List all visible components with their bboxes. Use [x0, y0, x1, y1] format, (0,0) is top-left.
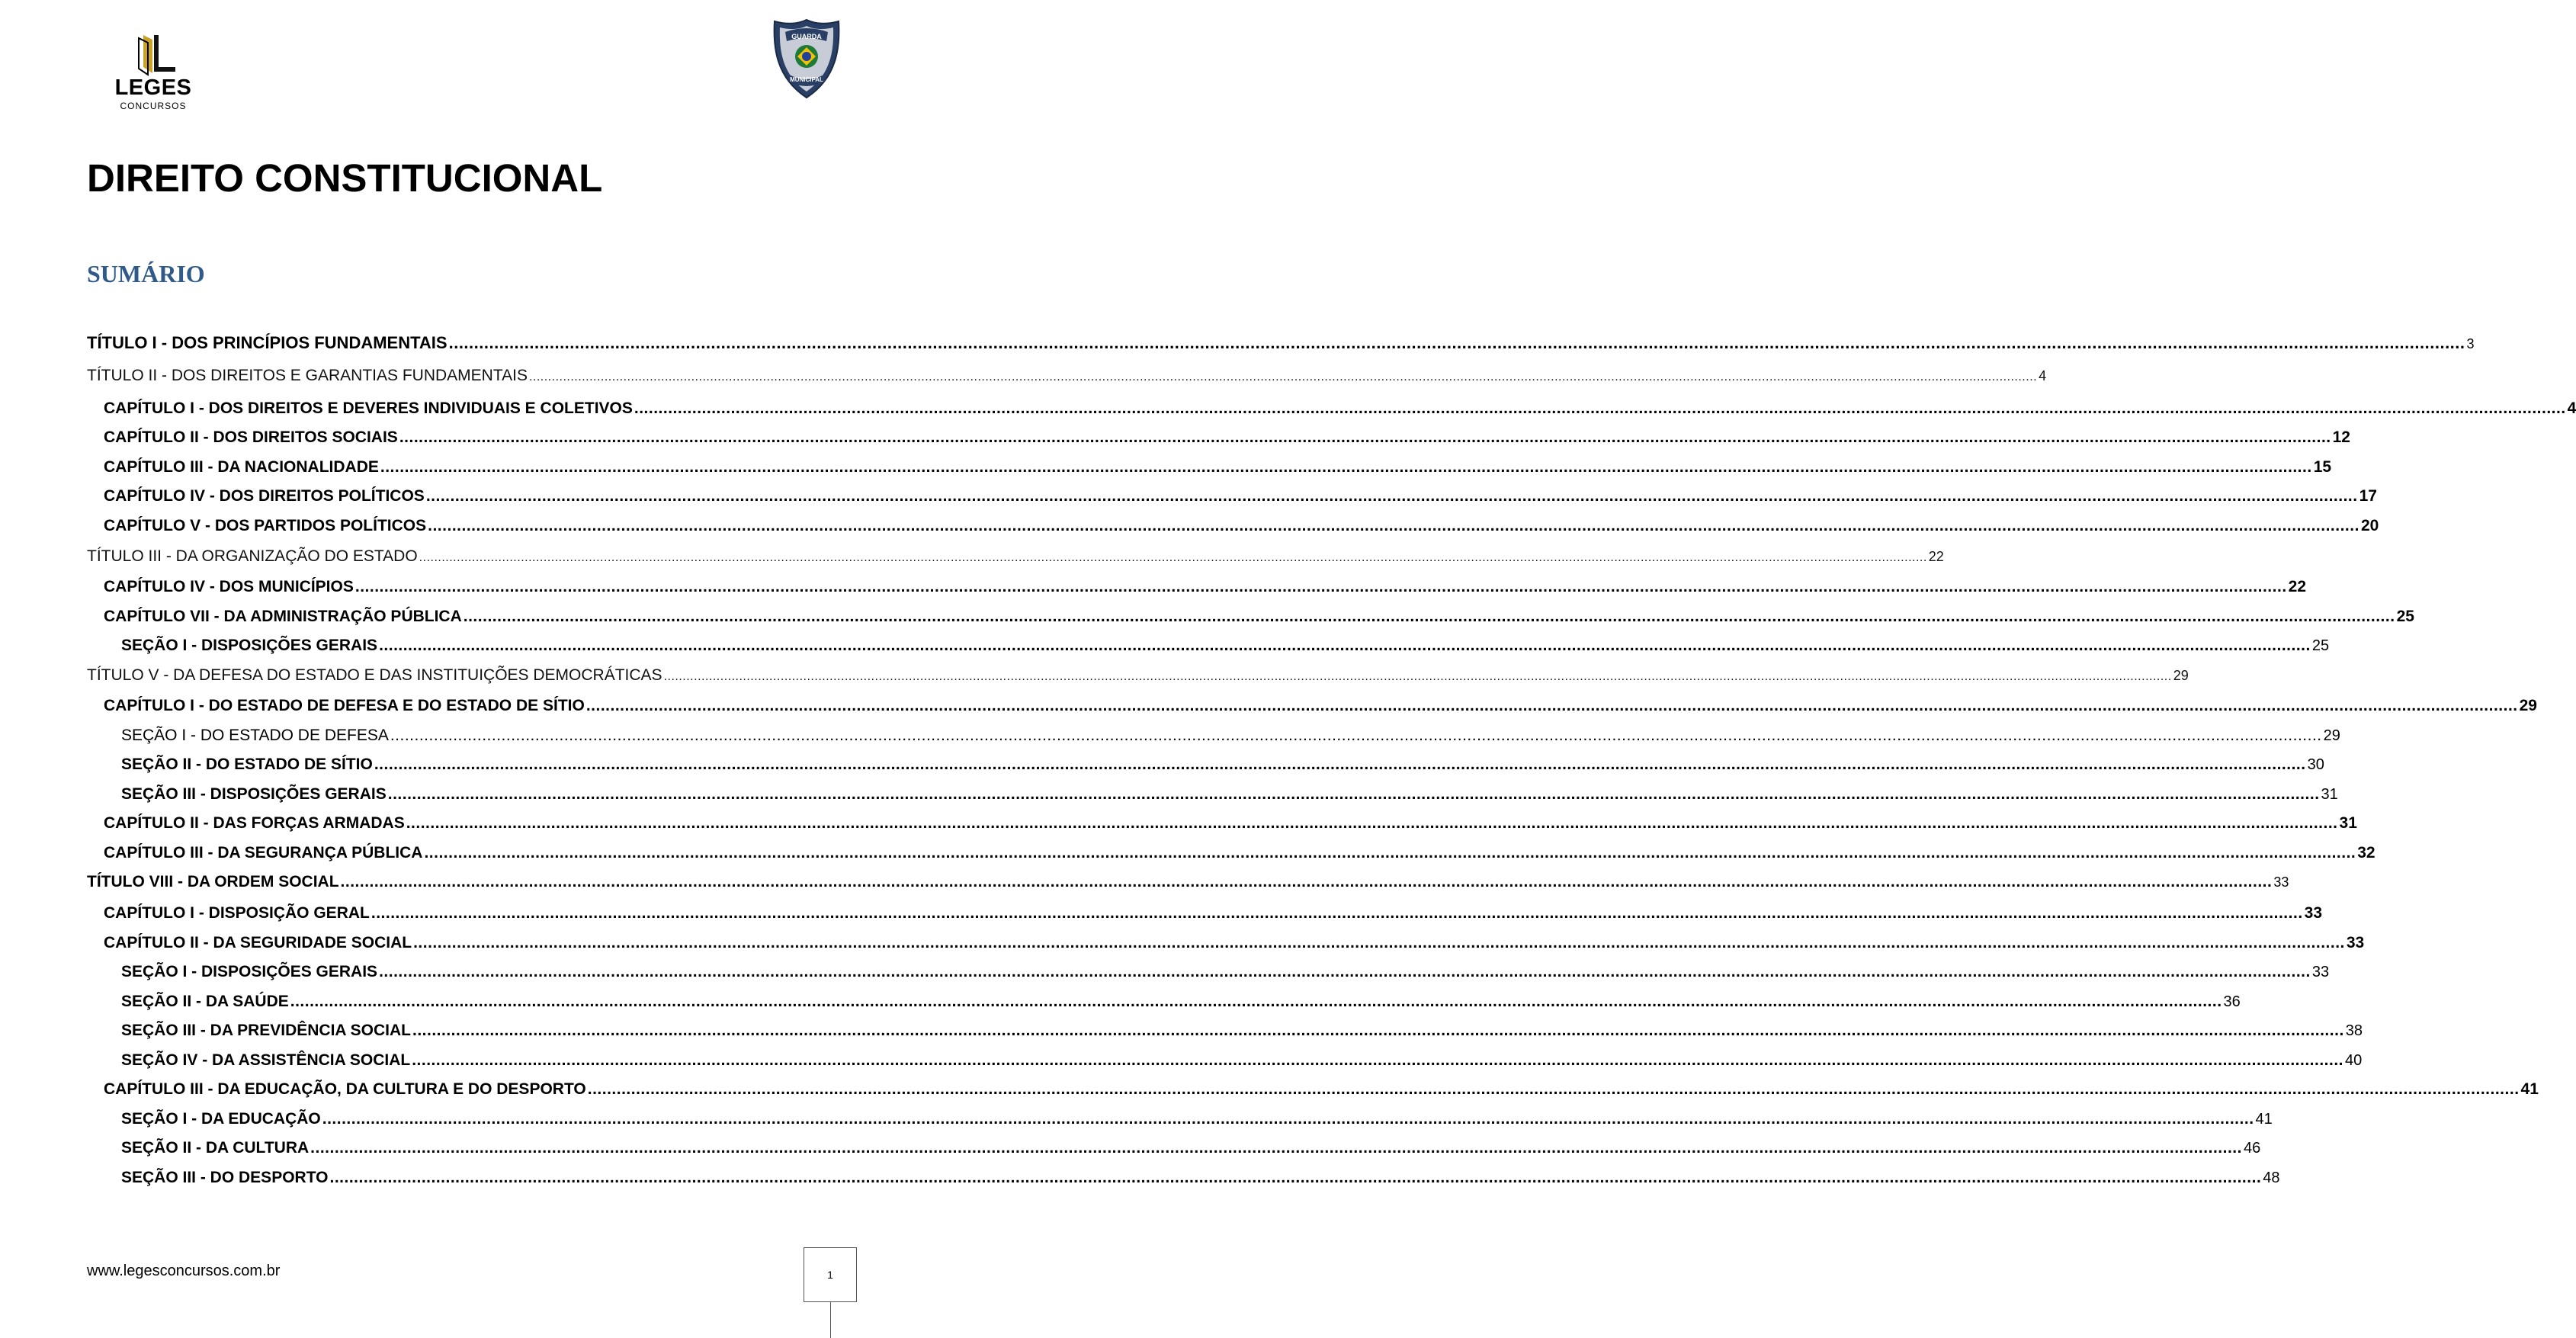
- leges-book-icon: [133, 34, 178, 75]
- toc-leader-dots: ................................................................................................................................................................................................................................................................................................................................................................................................................: [354, 578, 2287, 595]
- toc-leader-dots: ................................................................................................................................................................................................................................................................................................................................................................................................................: [412, 1022, 2344, 1039]
- toc-leader-dots: ................................................................................................................................................................................................................................................................................................................................................................................................................: [413, 934, 2345, 951]
- toc-entry[interactable]: [104, 512, 2379, 540]
- toc-leader-dots: ................................................................................................................................................................................................................................................................................................................................................................................................................: [663, 670, 2172, 683]
- toc-leader-dots: ................................................................................................................................................................................................................................................................................................................................................................................................................: [340, 873, 2273, 890]
- toc-entry-page: 29: [2323, 727, 2340, 744]
- toc-entry-page: 3: [2466, 336, 2475, 351]
- toc-leader-dots: ................................................................................................................................................................................................................................................................................................................................................................................................................: [634, 399, 2566, 417]
- toc-leader-dots: ................................................................................................................................................................................................................................................................................................................................................................................................................: [406, 814, 2338, 832]
- toc-entry-page: 38: [2345, 1022, 2363, 1039]
- toc-entry-label: SEÇÃO III - DA PREVIDÊNCIA SOCIAL: [121, 1022, 411, 1039]
- toc-entry-label: SEÇÃO III - DO DESPORTO: [121, 1169, 329, 1186]
- footer-url: www.legesconcursos.com.br: [87, 1263, 281, 1279]
- toc-entry[interactable]: [87, 868, 2289, 896]
- guarda-municipal-badge: [770, 17, 843, 101]
- toc-entry[interactable]: [104, 839, 2376, 867]
- toc-entry-page: 29: [2173, 668, 2189, 683]
- toc-leader-dots: ................................................................................................................................................................................................................................................................................................................................................................................................................: [585, 697, 2518, 714]
- toc-leader-dots: ................................................................................................................................................................................................................................................................................................................................................................................................................: [380, 458, 2312, 476]
- toc-entry-page: 30: [2307, 756, 2324, 773]
- page-number-box: [804, 1247, 857, 1302]
- toc-entry-label: TÍTULO II - DOS DIREITOS E GARANTIAS FUNDAMENTAIS: [87, 367, 528, 384]
- toc-entry-page: 4: [2567, 399, 2576, 417]
- toc-entry-page: 31: [2339, 814, 2357, 832]
- toc-leader-dots: ................................................................................................................................................................................................................................................................................................................................................................................................................: [310, 1139, 2242, 1157]
- brand-name: LEGES: [114, 75, 192, 100]
- toc-entry-page: 4: [2039, 368, 2047, 383]
- leges-logo: [111, 34, 195, 110]
- toc-leader-dots: ................................................................................................................................................................................................................................................................................................................................................................................................................: [390, 727, 2322, 744]
- toc-entry-label: CAPÍTULO I - DOS DIREITOS E DEVERES INDIVIDUAIS E COLETIVOS: [104, 399, 633, 417]
- toc-entry-page: 33: [2304, 904, 2323, 922]
- toc-leader-dots: ................................................................................................................................................................................................................................................................................................................................................................................................................: [371, 904, 2303, 922]
- toc-entry-label: SEÇÃO I - DISPOSIÇÕES GERAIS: [121, 637, 378, 654]
- toc-entry[interactable]: [121, 1164, 2280, 1192]
- toc-leader-dots: ................................................................................................................................................................................................................................................................................................................................................................................................................: [425, 487, 2358, 505]
- toc-entry-page: 36: [2223, 993, 2241, 1010]
- page-number: 1: [827, 1269, 833, 1281]
- toc-entry-label: SEÇÃO IV - DA ASSISTÊNCIA SOCIAL: [121, 1051, 411, 1069]
- toc-leader-dots: ................................................................................................................................................................................................................................................................................................................................................................................................................: [424, 844, 2356, 862]
- toc-entry-page: 33: [2273, 874, 2289, 890]
- toc-entry-label: CAPÍTULO II - DAS FORÇAS ARMADAS: [104, 814, 405, 832]
- document-title: DIREITO CONSTITUCIONAL: [87, 156, 603, 200]
- toc-leader-dots: ................................................................................................................................................................................................................................................................................................................................................................................................................: [329, 1169, 2262, 1186]
- toc-entry[interactable]: [104, 424, 2350, 451]
- toc-entry-label: SEÇÃO II - DA SAÚDE: [121, 993, 289, 1010]
- toc-leader-dots: ................................................................................................................................................................................................................................................................................................................................................................................................................: [374, 756, 2306, 773]
- toc-leader-dots: ................................................................................................................................................................................................................................................................................................................................................................................................................: [428, 517, 2359, 534]
- toc-entry-label: SEÇÃO I - DA EDUCAÇÃO: [121, 1110, 321, 1128]
- toc-entry[interactable]: [104, 1076, 2539, 1103]
- toc-leader-dots: ................................................................................................................................................................................................................................................................................................................................................................................................................: [399, 428, 2331, 446]
- toc-entry-label: SEÇÃO II - DA CULTURA: [121, 1139, 310, 1157]
- toc-entry[interactable]: [121, 781, 2338, 808]
- toc-entry-page: 29: [2519, 697, 2537, 714]
- toc-entry-page: 20: [2360, 517, 2379, 534]
- toc-entry-label: CAPÍTULO II - DOS DIREITOS SOCIAIS: [104, 428, 398, 446]
- toc-leader-dots: ................................................................................................................................................................................................................................................................................................................................................................................................................: [448, 333, 2465, 352]
- toc-entry[interactable]: [121, 1134, 2261, 1162]
- toc-entry[interactable]: [87, 329, 2475, 357]
- toc-entry-label: CAPÍTULO VII - DA ADMINISTRAÇÃO PÚBLICA: [104, 608, 462, 625]
- toc-entry[interactable]: [121, 1105, 2273, 1133]
- toc-entry[interactable]: [121, 751, 2324, 778]
- toc-entry[interactable]: [121, 722, 2340, 749]
- toc-entry[interactable]: [104, 573, 2307, 601]
- toc-entry-label: TÍTULO III - DA ORGANIZAÇÃO DO ESTADO: [87, 547, 418, 565]
- toc-entry-page: 12: [2332, 428, 2350, 446]
- toc-leader-dots: ................................................................................................................................................................................................................................................................................................................................................................................................................: [290, 993, 2222, 1010]
- toc-entry-page: 46: [2243, 1140, 2261, 1157]
- toc-entry-page: 31: [2321, 786, 2338, 803]
- toc-entry-page: 48: [2263, 1170, 2280, 1186]
- badge-bottom-text: MUNICIPAL: [790, 76, 823, 83]
- toc-entry[interactable]: [121, 1017, 2363, 1044]
- shield-icon: [770, 17, 843, 101]
- toc-entry-label: TÍTULO I - DOS PRINCÍPIOS FUNDAMENTAIS: [87, 333, 448, 352]
- toc-entry-page: 22: [2288, 578, 2307, 595]
- toc-entry-label: CAPÍTULO II - DA SEGURIDADE SOCIAL: [104, 934, 412, 951]
- toc-entry[interactable]: [104, 483, 2377, 510]
- toc-entry-label: CAPÍTULO IV - DOS MUNICÍPIOS: [104, 578, 354, 595]
- toc-leader-dots: ................................................................................................................................................................................................................................................................................................................................................................................................................: [379, 637, 2311, 654]
- toc-entry[interactable]: [104, 395, 2576, 422]
- toc-entry-label: CAPÍTULO III - DA EDUCAÇÃO, DA CULTURA E DO DESPORTO: [104, 1080, 586, 1098]
- toc-entry-page: 25: [2311, 637, 2330, 654]
- toc-entry[interactable]: [87, 362, 2047, 390]
- toc-entry[interactable]: [104, 810, 2357, 837]
- toc-entry-page: 22: [1928, 549, 1944, 564]
- summary-heading: SUMÁRIO: [87, 260, 205, 287]
- toc-entry-page: 40: [2345, 1052, 2363, 1069]
- toc-entry[interactable]: [87, 543, 1944, 570]
- toc-entry[interactable]: [121, 958, 2330, 986]
- toc-entry-label: CAPÍTULO I - DISPOSIÇÃO GERAL: [104, 904, 370, 922]
- toc-leader-dots: ................................................................................................................................................................................................................................................................................................................................................................................................................: [412, 1051, 2343, 1069]
- toc-entry[interactable]: [121, 1047, 2363, 1074]
- toc-entry-page: 33: [2346, 934, 2365, 951]
- toc-entry-label: CAPÍTULO IV - DOS DIREITOS POLÍTICOS: [104, 487, 425, 505]
- brand-subtitle: CONCURSOS: [120, 101, 187, 111]
- toc-leader-dots: ................................................................................................................................................................................................................................................................................................................................................................................................................: [528, 371, 2038, 383]
- toc-entry-label: CAPÍTULO I - DO ESTADO DE DEFESA E DO ESTADO DE SÍTIO: [104, 697, 585, 714]
- toc-entry-page: 32: [2357, 844, 2376, 862]
- toc-entry[interactable]: [104, 603, 2414, 630]
- toc-entry-page: 41: [2255, 1111, 2273, 1128]
- toc-leader-dots: ................................................................................................................................................................................................................................................................................................................................................................................................................: [379, 963, 2311, 980]
- toc-entry-label: SEÇÃO III - DISPOSIÇÕES GERAIS: [121, 785, 387, 803]
- toc-entry[interactable]: [104, 900, 2323, 927]
- toc-entry-label: CAPÍTULO III - DA SEGURANÇA PÚBLICA: [104, 844, 423, 862]
- toc-leader-dots: ................................................................................................................................................................................................................................................................................................................................................................................................................: [463, 608, 2395, 625]
- toc-leader-dots: ................................................................................................................................................................................................................................................................................................................................................................................................................: [387, 785, 2320, 803]
- toc-entry-label: SEÇÃO I - DISPOSIÇÕES GERAIS: [121, 963, 378, 980]
- page-box-line: [830, 1302, 831, 1338]
- toc-entry-label: CAPÍTULO V - DOS PARTIDOS POLÍTICOS: [104, 517, 427, 534]
- toc-entry-page: 33: [2311, 964, 2330, 980]
- toc-entry-label: TÍTULO VIII - DA ORDEM SOCIAL: [87, 873, 339, 890]
- toc-entry-page: 41: [2520, 1080, 2539, 1098]
- badge-top-text: GUARDA: [791, 33, 822, 40]
- toc-entry[interactable]: [104, 454, 2332, 481]
- toc-entry[interactable]: [104, 692, 2537, 720]
- toc-entry[interactable]: [121, 988, 2241, 1016]
- toc-entry-label: SEÇÃO II - DO ESTADO DE SÍTIO: [121, 756, 373, 773]
- toc-entry-page: 15: [2313, 458, 2332, 476]
- toc-entry[interactable]: [104, 929, 2365, 957]
- toc-leader-dots: ................................................................................................................................................................................................................................................................................................................................................................................................................: [322, 1110, 2254, 1128]
- toc-leader-dots: ................................................................................................................................................................................................................................................................................................................................................................................................................: [587, 1080, 2520, 1098]
- toc-entry-label: SEÇÃO I - DO ESTADO DE DEFESA: [121, 727, 389, 744]
- toc-entry[interactable]: [87, 662, 2189, 689]
- toc-entry-page: 25: [2396, 608, 2414, 625]
- toc-entry[interactable]: [121, 632, 2330, 659]
- toc-entry-label: TÍTULO V - DA DEFESA DO ESTADO E DAS INSTITUIÇÕES DEMOCRÁTICAS: [87, 666, 662, 684]
- toc-entry-page: 17: [2359, 487, 2377, 505]
- toc-entry-label: CAPÍTULO III - DA NACIONALIDADE: [104, 458, 379, 476]
- toc-leader-dots: ................................................................................................................................................................................................................................................................................................................................................................................................................: [419, 551, 1927, 564]
